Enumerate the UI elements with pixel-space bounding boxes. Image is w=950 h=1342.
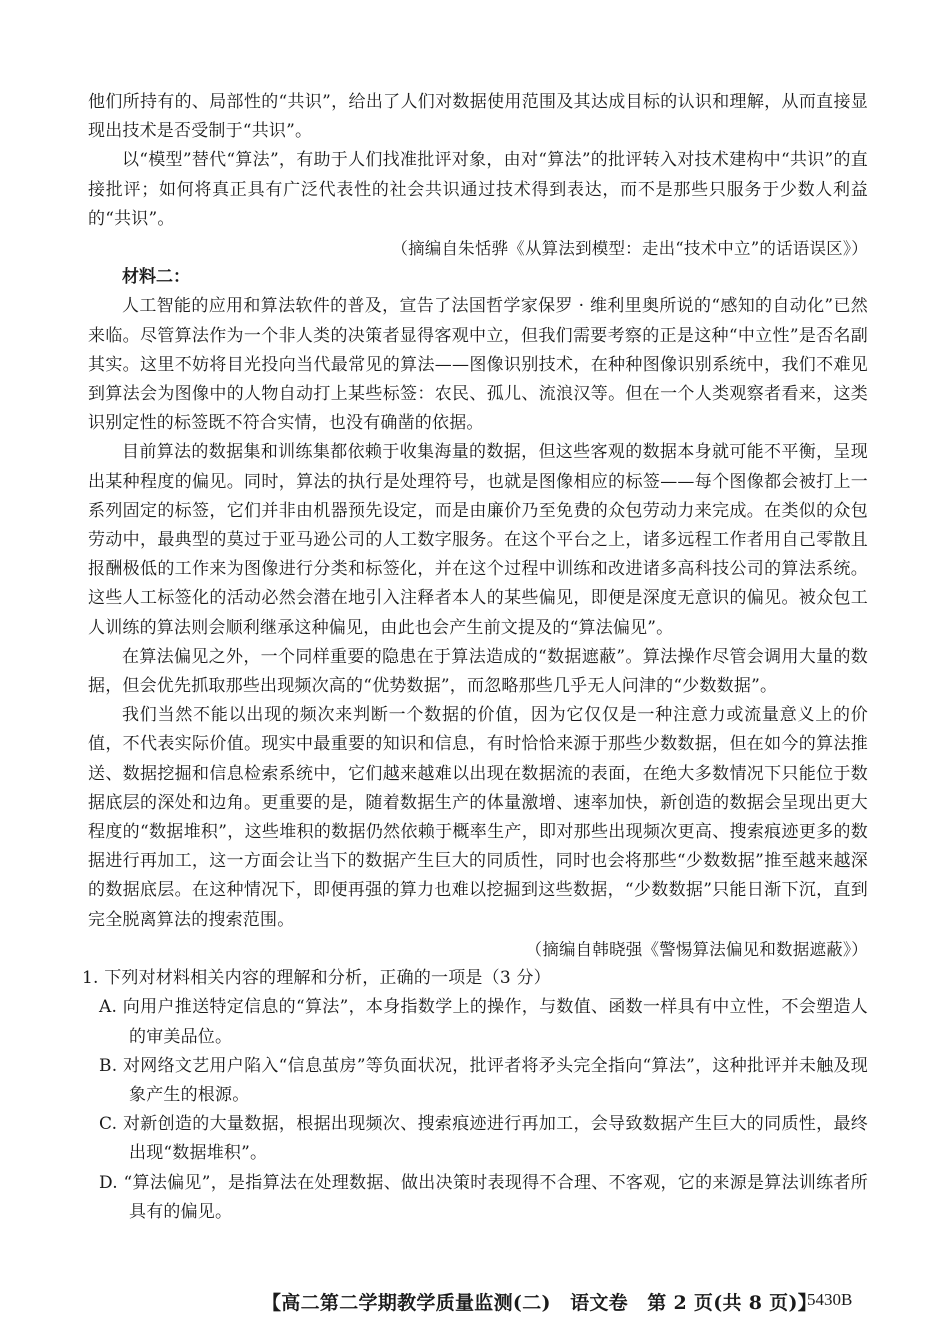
exam-page-body	[82, 88, 868, 1227]
question-1-option-d: D. “算法偏见”，是指算法在处理数据、做出决策时表现得不合理、不客观，它的来源是算法训练者所具有的偏见。	[99, 1172, 868, 1222]
question-1-option-b: B. 对网络文艺用户陷入“信息茧房”等负面状况，批评者将矛头完全指向“算法”，这种批评并未触及现象产生的根源。	[99, 1055, 868, 1105]
material2-paragraph-1: 人工智能的应用和算法软件的普及，宣告了法国哲学家保罗 · 维利里奥所说的“感知的自动化”已然来临。尽管算法作为一个非人类的决策者显得客观中立，但我们需要考察的正是这种“中立性”是否名副其实。这里不妨将目光投向当代最常见的算法——图像识别技术，在种种图像识别系统中，我们不难见到算法会为图像中的人物自动打上某些标签：农民、孤儿、流浪汉等。但在一个人类观察者看来，这类识别定性的标签既不符合实情，也没有确凿的依据。	[88, 296, 868, 434]
material2-paragraph-2: 目前算法的数据集和训练集都依赖于收集海量的数据，但这些客观的数据本身就可能不平衡，呈现出某种程度的偏见。同时，算法的执行是处理符号，也就是图像相应的标签——每个图像都会被打上一系列固定的标签，它们并非由机器预先设定，而是由廉价乃至免费的众包劳动力来完成。在类似的众包劳动中，最典型的莫过于亚马逊公司的人工数字服务。在这个平台之上，诸多远程工作者用自己零散且报酬极低的工作来为图像进行分类和标签化，并在这个过程中训练和改进诸多高科技公司的算法系统。这些人工标签化的活动必然会潜在地引入注释者本人的某些偏见，即便是深度无意识的偏见。被众包工人训练的算法则会顺利继承这种偏见，由此也会产生前文提及的“算法偏见”。	[88, 442, 868, 638]
footer-code: 5430B	[807, 1290, 853, 1309]
question-1-stem: 1. 下列对材料相关内容的理解和分析，正确的一项是（3 分）	[82, 968, 551, 989]
material1-closing-paragraph: 以“模型”替代“算法”，有助于人们找准批评对象，由对“算法”的批评转入对技术建构中“共识”的直接批评；如何将真正具有广泛代表性的社会共识通过技术得到表达，而不是那些只服务于少数人利益的“共识”。	[88, 150, 868, 229]
material1-source: （摘编自朱恬骅《从算法到模型：走出“技术中立”的话语误区》）	[391, 239, 868, 259]
material2-heading: 材料二：	[122, 267, 190, 288]
page-footer	[0, 1288, 950, 1320]
material1-tail-paragraph: 他们所持有的、局部性的“共识”，给出了人们对数据使用范围及其达成目标的认识和理解，从而直接显现出技术是否受制于“共识”。	[88, 92, 868, 142]
material2-paragraph-4: 我们当然不能以出现的频次来判断一个数据的价值，因为它仅仅是一种注意力或流量意义上的价值，不代表实际价值。现实中最重要的知识和信息，有时恰恰来源于那些少数数据，但在如今的算法推送、数据挖掘和信息检索系统中，它们越来越难以出现在数据流的表面，在绝大多数情况下只能位于数据底层的深处和边角。更重要的是，随着数据生产的体量激增、速率加快，新创造的数据会呈现出更大程度的“数据堆积”，这些堆积的数据仍然依赖于概率生产，即对那些出现频次更高、搜索痕迹更多的数据进行再加工，这一方面会让当下的数据产生巨大的同质性，同时也会将那些“少数数据”推至越来越深的数据底层。在这种情况下，即便再强的算力也难以挖掘到这些数据，“少数数据”只能日渐下沉，直到完全脱离算法的搜索范围。	[88, 705, 868, 930]
question-1-option-a: A. 向用户推送特定信息的“算法”，本身指数学上的操作，与数值、函数一样具有中立性，不会塑造人的审美品位。	[99, 997, 868, 1047]
footer-title: 【高二第二学期教学质量监测(二) 语文卷 第 2 页(共 8 页)】	[262, 1292, 818, 1314]
material2-paragraph-3: 在算法偏见之外，一个同样重要的隐患在于算法造成的“数据遮蔽”。算法操作尽管会调用大量的数据，但会优先抓取那些出现频次高的“优势数据”，而忽略那些几乎无人问津的“少数数据”。	[88, 646, 868, 697]
material2-source: （摘编自韩晓强《警惕算法偏见和数据遮蔽》）	[525, 939, 868, 959]
question-1-option-c: C. 对新创造的大量数据，根据出现频次、搜索痕迹进行再加工，会导致数据产生巨大的同质性，最终出现“数据堆积”。	[99, 1114, 868, 1164]
